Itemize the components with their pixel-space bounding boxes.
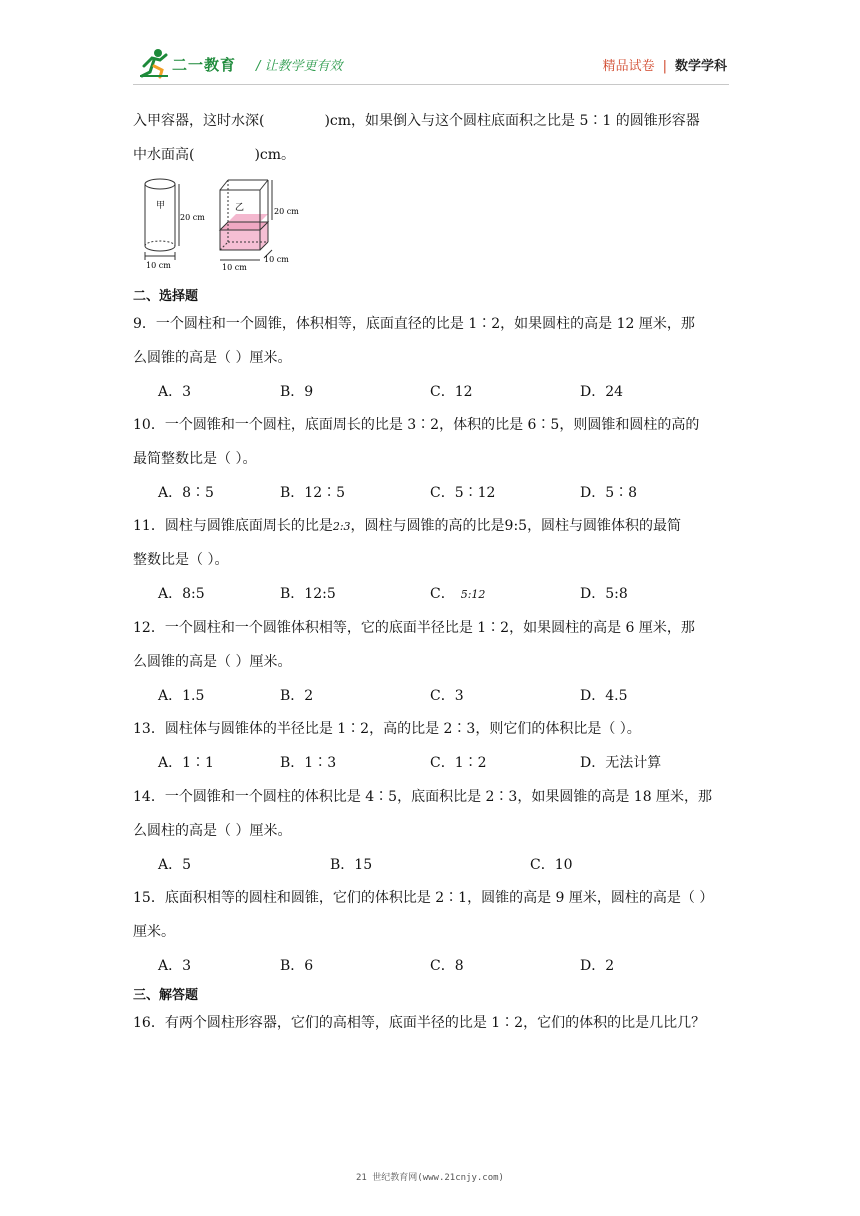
q13-option-c[interactable]: C．1∶2 xyxy=(430,755,487,771)
section-title-answer: 三、解答题 xyxy=(133,988,199,1003)
q14-option-a[interactable]: A．5 xyxy=(158,857,192,873)
q15-option-a[interactable]: A．3 xyxy=(158,958,192,974)
q9-stem-1: 9．一个圆柱和一个圆锥，体积相等，底面直径的比是 1∶2，如果圆柱的高是 12 厘米，那 xyxy=(133,316,695,332)
header-label-subject: 数学学科 xyxy=(674,59,727,74)
cylinder-jia xyxy=(145,179,179,260)
q12-stem-1: 12．一个圆柱和一个圆锥体积相等，它的底面半径比是 1∶2，如果圆柱的高是 6 厘米，那 xyxy=(133,620,695,636)
q15-stem-2: 厘米。 xyxy=(133,924,175,940)
q10-option-a[interactable]: A．8∶5 xyxy=(158,485,214,501)
q12-option-b[interactable]: B．2 xyxy=(280,688,314,704)
q11-option-b[interactable]: B．12:5 xyxy=(280,586,336,602)
q9-option-c[interactable]: C．12 xyxy=(430,384,473,400)
q14-option-b[interactable]: B．15 xyxy=(330,857,373,873)
q11-text-a: 11．圆柱与圆锥底面周长的比是 xyxy=(133,518,333,534)
q9-option-b[interactable]: B．9 xyxy=(280,384,314,400)
intro-text-c: 中水面高( xyxy=(133,147,195,163)
header-subject xyxy=(603,55,727,74)
q11-stem-2: 整数比是（ ）。 xyxy=(133,552,229,568)
logo-text: 二一教育 xyxy=(172,56,237,74)
box-height: 20 cm xyxy=(274,207,299,216)
q11-option-a[interactable]: A．8:5 xyxy=(158,586,205,602)
box-depth: 10 cm xyxy=(264,255,289,264)
q11-text-c: ，圆柱与圆锥体积的最简 xyxy=(527,518,682,534)
q11-text-b: ，圆柱与圆锥的高的比是 xyxy=(350,518,505,534)
q9-option-d[interactable]: D．24 xyxy=(580,384,624,400)
containers-figure xyxy=(140,176,310,280)
q10-option-c[interactable]: C．5∶12 xyxy=(430,485,496,501)
page-footer: 21 世纪教育网(www.21cnjy.com) xyxy=(356,1173,504,1183)
box-label: 乙 xyxy=(235,203,245,213)
q12-stem-2: 么圆锥的高是（ ）厘米。 xyxy=(133,654,292,670)
cylinder-height: 20 cm xyxy=(180,213,205,222)
q12-option-a[interactable]: A．1.5 xyxy=(158,688,205,704)
intro-text-b: )cm，如果倒入与这个圆柱底面积之比是 5∶1 的圆锥形容器 xyxy=(324,113,700,129)
q13-option-a[interactable]: A．1∶1 xyxy=(158,755,214,771)
q16-stem-1: 16．有两个圆柱形容器，它们的高相等，底面半径的比是 1∶2，它们的体积的比是几比几？ xyxy=(133,1015,706,1031)
q11-option-c-value: 5:12 xyxy=(460,588,486,601)
q10-stem-1: 10．一个圆锥和一个圆柱，底面周长的比是 3∶2，体积的比是 6∶5，则圆锥和圆柱的高的 xyxy=(133,417,700,433)
box-width: 10 cm xyxy=(222,263,247,272)
q9-stem-2: 么圆锥的高是（ ）厘米。 xyxy=(133,350,292,366)
q15-option-b[interactable]: B．6 xyxy=(280,958,314,974)
q11-stem-1 xyxy=(133,516,681,537)
q15-option-d[interactable]: D．2 xyxy=(580,958,615,974)
intro-text-a: 入甲容器，这时水深( xyxy=(133,113,265,129)
header-separator: | xyxy=(662,59,667,74)
cylinder-label: 甲 xyxy=(156,201,166,211)
q15-stem-1: 15．底面积相等的圆柱和圆锥，它们的体积比是 2∶1，圆锥的高是 9 厘米，圆柱的高是（ ） xyxy=(133,890,714,906)
intro-line-1 xyxy=(133,111,700,131)
header-label-papers: 精品试卷 xyxy=(602,59,655,74)
intro-line-2 xyxy=(133,145,295,165)
page-header xyxy=(0,0,860,92)
q11-option-c[interactable] xyxy=(430,584,485,605)
section-title-choice: 二、选择题 xyxy=(133,289,199,304)
cylinder-width: 10 cm xyxy=(146,261,171,270)
q12-option-c[interactable]: C．3 xyxy=(430,688,464,704)
q11-option-c-letter: C． xyxy=(430,586,455,602)
q13-option-b[interactable]: B．1∶3 xyxy=(280,755,337,771)
q13-stem-1: 13．圆柱体与圆锥体的半径比是 1∶2，高的比是 2∶3，则它们的体积比是（ ）。 xyxy=(133,721,641,737)
q14-option-c[interactable]: C．10 xyxy=(530,857,573,873)
q11-option-d[interactable]: D．5:8 xyxy=(580,586,628,602)
q14-stem-2: 么圆柱的高是（ ）厘米。 xyxy=(133,823,292,839)
header-divider xyxy=(133,84,729,85)
q13-option-d[interactable]: D．无法计算 xyxy=(580,755,662,771)
q9-option-a[interactable]: A．3 xyxy=(158,384,192,400)
q10-stem-2: 最简整数比是（ ）。 xyxy=(133,451,257,467)
q10-option-b[interactable]: B．12∶5 xyxy=(280,485,346,501)
intro-text-d: )cm。 xyxy=(254,147,296,163)
q15-option-c[interactable]: C．8 xyxy=(430,958,464,974)
box-yi xyxy=(220,180,272,260)
q14-stem-1: 14．一个圆锥和一个圆柱的体积比是 4∶5，底面积比是 2∶3，如果圆锥的高是 18 厘米，那 xyxy=(133,789,713,805)
q11-ratio-height: 9:5 xyxy=(504,518,528,534)
q10-option-d[interactable]: D．5∶8 xyxy=(580,485,638,501)
header-slogan: / 让教学更有效 xyxy=(256,59,343,74)
containers-diagram xyxy=(140,176,310,276)
q11-ratio-circumference: 2:3 xyxy=(332,520,351,533)
q12-option-d[interactable]: D．4.5 xyxy=(580,688,628,704)
